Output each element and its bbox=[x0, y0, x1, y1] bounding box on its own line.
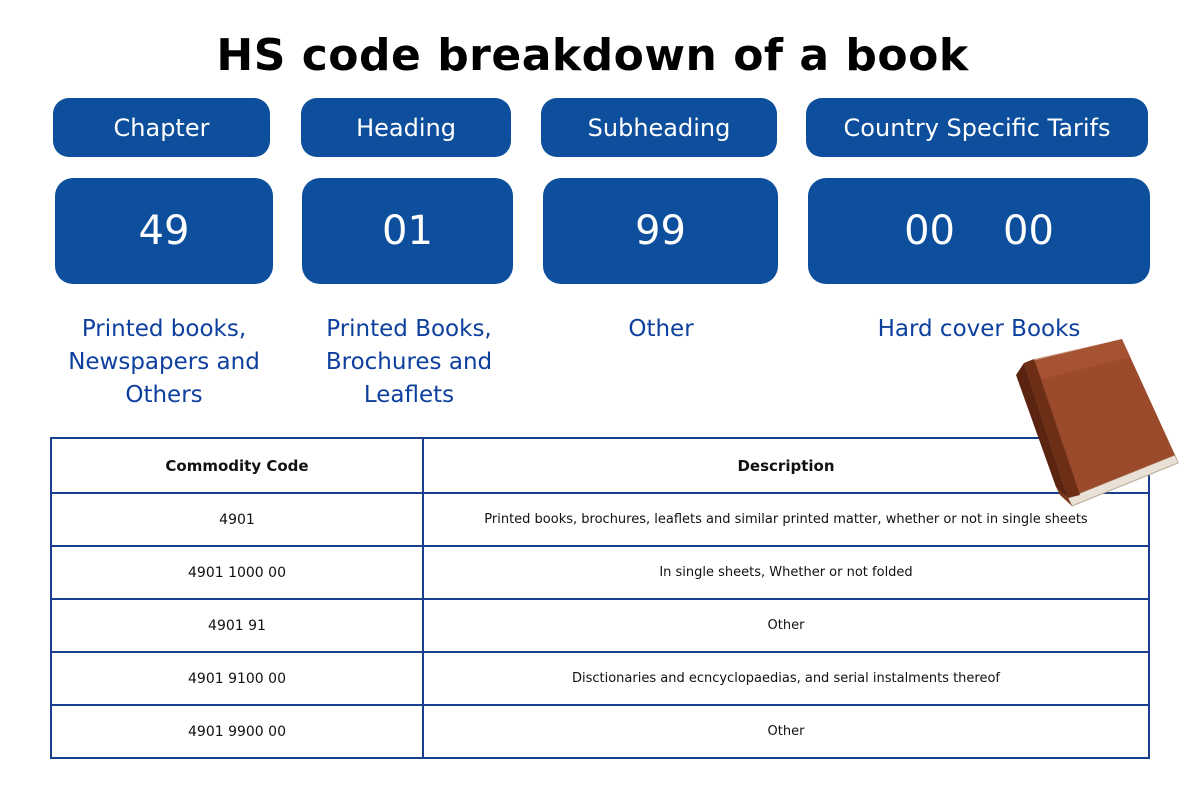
table-row bbox=[51, 599, 1149, 652]
code-digits: 00 bbox=[904, 208, 955, 254]
commodity-code-cell: 4901 91 bbox=[51, 599, 423, 652]
segment-description-heading: Printed Books, Brochures and Leaflets bbox=[325, 316, 493, 408]
commodity-code-cell: 4901 bbox=[51, 493, 423, 546]
segment-label-heading: Heading bbox=[301, 98, 511, 157]
segment-code-subheading bbox=[543, 178, 778, 284]
code-digits: 01 bbox=[382, 208, 433, 254]
commodity-code-cell: 4901 9900 00 bbox=[51, 705, 423, 758]
segment-description-chapter: Printed books, Newspapers and Others bbox=[68, 316, 260, 408]
segment-label-country-specific: Country Specific Tarifs bbox=[806, 98, 1148, 157]
description-cell: In single sheets, Whether or not folded bbox=[423, 546, 1149, 599]
code-digits: 49 bbox=[138, 208, 190, 254]
segment-code-country-specific bbox=[808, 178, 1150, 284]
column-header-description: Description bbox=[423, 438, 1149, 493]
segment-description-subheading: Other bbox=[628, 316, 694, 342]
table-row bbox=[51, 493, 1149, 546]
commodity-code-cell: 4901 9100 00 bbox=[51, 652, 423, 705]
page-title: HS code breakdown of a book bbox=[216, 30, 969, 81]
segment-label-subheading: Subheading bbox=[541, 98, 777, 157]
hardcover-book-icon bbox=[1010, 335, 1180, 510]
column-header-commodity-code: Commodity Code bbox=[51, 438, 423, 493]
commodity-code-cell: 4901 1000 00 bbox=[51, 546, 423, 599]
code-digits: 99 bbox=[635, 208, 686, 254]
segment-code-chapter bbox=[55, 178, 273, 284]
table-row bbox=[51, 652, 1149, 705]
description-cell: Other bbox=[423, 705, 1149, 758]
commodity-table bbox=[50, 437, 1150, 759]
code-digits: 00 bbox=[1003, 208, 1054, 254]
segment-code-heading bbox=[302, 178, 513, 284]
table-row bbox=[51, 546, 1149, 599]
description-cell: Disctionaries and ecncyclopaedias, and serial instalments thereof bbox=[423, 652, 1149, 705]
table-header-row bbox=[51, 438, 1149, 493]
table-row bbox=[51, 705, 1149, 758]
segment-description-country-specific: Hard cover Books bbox=[877, 316, 1081, 342]
segment-label-chapter: Chapter bbox=[53, 98, 270, 157]
description-cell: Other bbox=[423, 599, 1149, 652]
description-cell: Printed books, brochures, leaflets and similar printed matter, whether or not in single sheets bbox=[423, 493, 1149, 546]
